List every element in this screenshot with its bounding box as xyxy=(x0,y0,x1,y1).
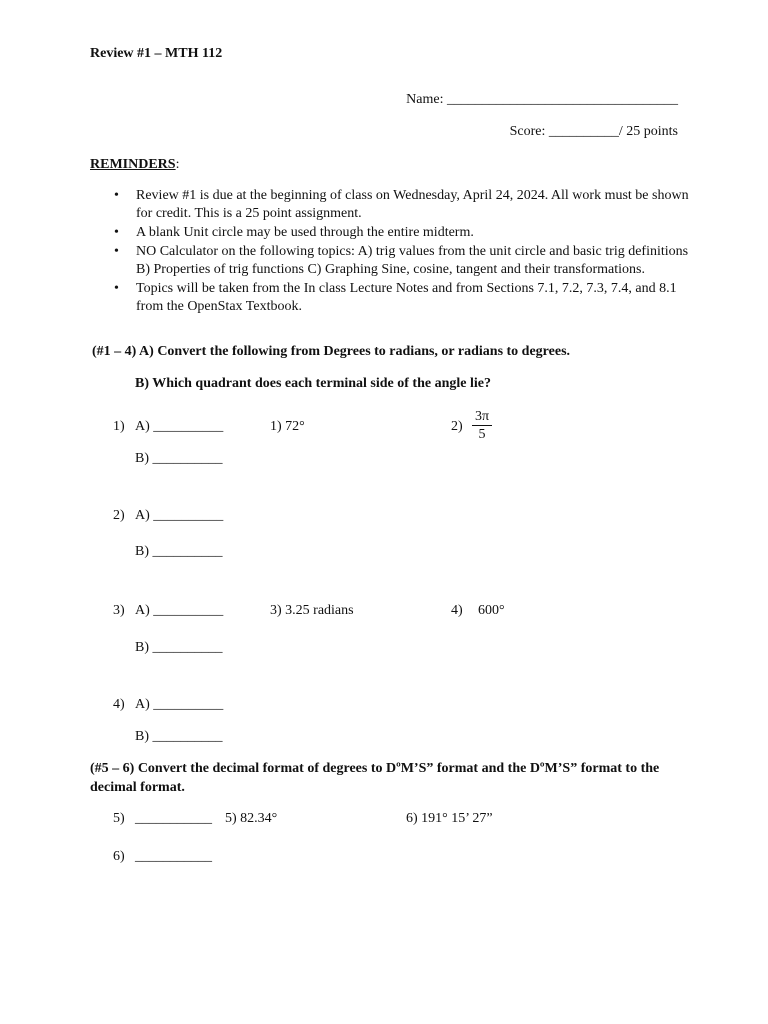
answer-b-blank[interactable]: B) __________ xyxy=(135,544,223,559)
answer-number: 2) xyxy=(113,508,125,523)
answer-b-blank[interactable]: B) __________ xyxy=(135,729,223,744)
reminders-heading xyxy=(90,157,179,174)
section1-instruction-b: B) Which quadrant does each terminal side of the angle lie? xyxy=(135,376,491,391)
problem-6: 6) 191° 15’ 27” xyxy=(406,811,493,826)
problem-1: 1) 72° xyxy=(270,419,305,434)
problem-5: 5) 82.34° xyxy=(225,811,278,826)
answer-a-blank[interactable]: A) __________ xyxy=(135,603,224,618)
score-field-line: Score: __________/ 25 points xyxy=(509,124,678,139)
fraction-numerator: 3π xyxy=(472,409,492,426)
problem-2-fraction xyxy=(472,409,492,443)
answer-number: 3) xyxy=(113,603,125,618)
problem-3: 3) 3.25 radians xyxy=(270,603,354,618)
reminders-list xyxy=(112,187,692,317)
reminder-item: • Review #1 is due at the beginning of class on Wednesday, April 24, 2024. All work must be shown for credit. This is a 25 point assignment. xyxy=(112,187,692,223)
name-field-line[interactable]: Name: _________________________________ xyxy=(406,92,678,107)
answer-b-blank[interactable]: B) __________ xyxy=(135,640,223,655)
answer-blank[interactable]: ___________ xyxy=(135,811,212,826)
reminders-heading-text: REMINDERS xyxy=(90,157,176,172)
answer-number: 4) xyxy=(113,697,125,712)
reminders-heading-colon: : xyxy=(175,157,180,172)
fraction-denominator: 5 xyxy=(478,427,486,443)
answer-number: 5) xyxy=(113,811,125,826)
problem-4-number: 4) xyxy=(451,603,463,618)
problem-4-value: 600° xyxy=(478,603,505,618)
answer-number: 6) xyxy=(113,849,125,864)
reminder-item: • Topics will be taken from the In class Lecture Notes and from Sections 7.1, 7.2, 7.3, 7.4, and 8.1 from the OpenStax Textbook. xyxy=(112,280,692,316)
answer-b-blank[interactable]: B) __________ xyxy=(135,451,223,466)
reminder-item: • NO Calculator on the following topics: A) trig values from the unit circle and basic trig definitions B) Properties of trig functions C) Graphing Sine, cosine, tangent and their transformations. xyxy=(112,243,692,279)
section2-instruction-line1: (#5 – 6) Convert the decimal format of degrees to DºM’S” format and the DºM’S” format to the xyxy=(90,761,660,776)
section1-instruction-a: (#1 – 4) A) Convert the following from Degrees to radians, or radians to degrees. xyxy=(92,344,571,359)
answer-number: 1) xyxy=(113,419,125,434)
answer-blank[interactable]: ___________ xyxy=(135,849,212,864)
reminder-item: • A blank Unit circle may be used through the entire midterm. xyxy=(112,224,692,242)
answer-a-blank[interactable]: A) __________ xyxy=(135,419,224,434)
problem-2-number: 2) xyxy=(451,419,463,434)
answer-a-blank[interactable]: A) __________ xyxy=(135,697,224,712)
section2-instruction-line2: decimal format. xyxy=(90,780,185,795)
answer-a-blank[interactable]: A) __________ xyxy=(135,508,224,523)
document-title: Review #1 – MTH 112 xyxy=(90,46,223,61)
